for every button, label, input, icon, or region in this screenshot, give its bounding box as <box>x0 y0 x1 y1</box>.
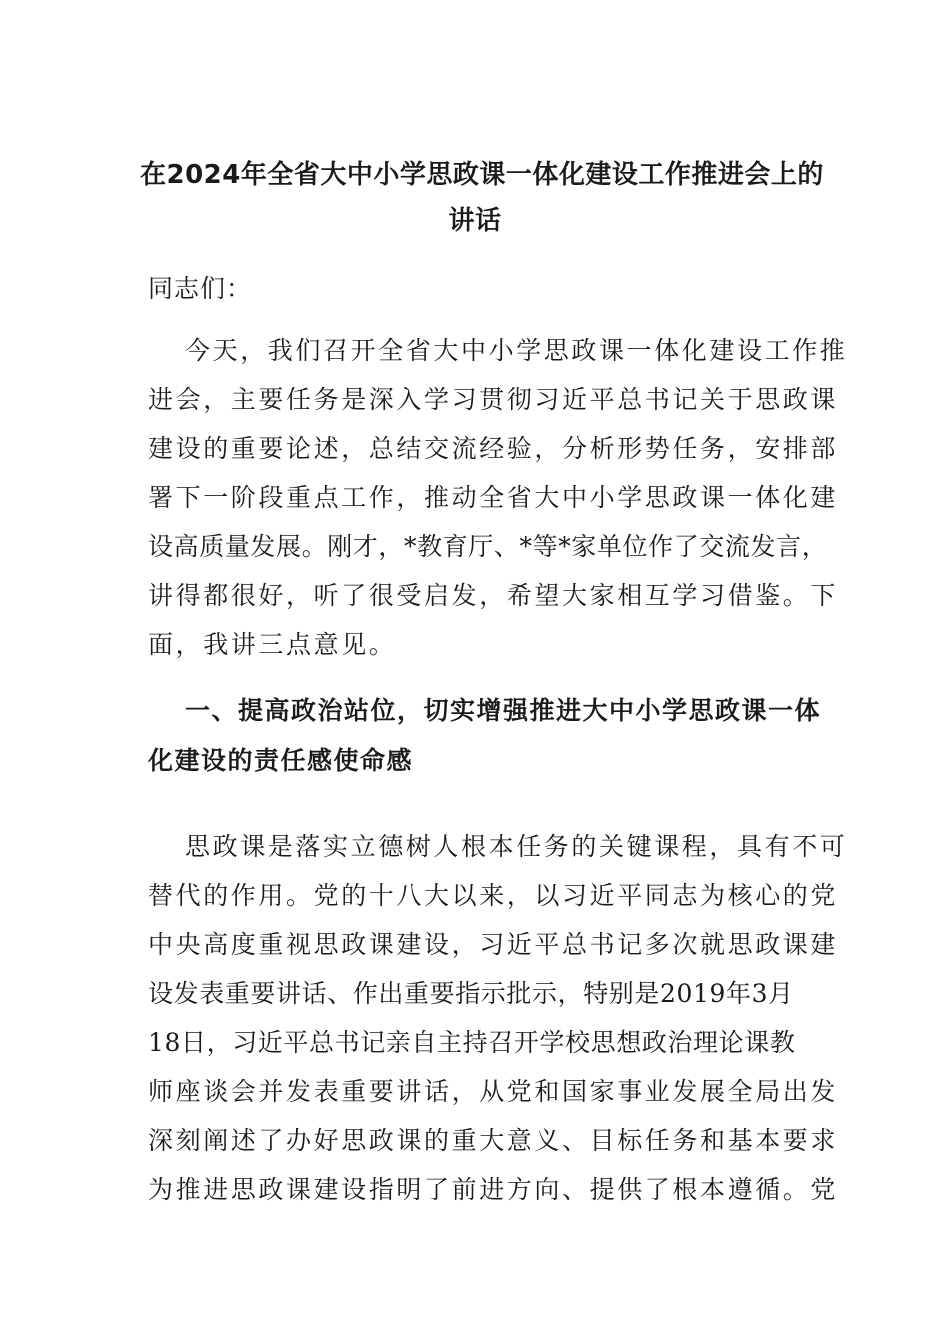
paragraph-line: 设发表重要讲话、作出重要指示批示，特别是2019年3月 <box>148 979 794 1008</box>
paragraph-line: 署下一阶段重点工作，推动全省大中小学思政课一体化建 <box>148 483 839 512</box>
title-line: 在2024年全省大中小学思政课一体化建设工作推进会上的 <box>140 160 824 190</box>
document-title <box>140 152 824 244</box>
paragraph-line: 设高质量发展。刚才，*教育厅、*等*家单位作了交流发言， <box>148 532 828 561</box>
paragraph-line: 讲得都很好，听了很受启发，希望大家相互学习借鉴。下 <box>148 581 839 610</box>
title-line: 讲话 <box>448 206 502 236</box>
paragraph-line: 师座谈会并发表重要讲话，从党和国家事业发展全局出发 <box>148 1077 839 1106</box>
paragraph-line: 建设的重要论述，总结交流经验，分析形势任务，安排部 <box>148 434 839 463</box>
section-body-paragraph <box>148 822 848 1214</box>
paragraph-line: 今天，我们召开全省大中小学思政课一体化建设工作推 <box>185 336 848 365</box>
paragraph-line: 为推进思政课建设指明了前进方向、提供了根本遵循。党 <box>148 1175 839 1204</box>
heading-line: 化建设的责任感使命感 <box>148 746 414 775</box>
paragraph-line: 进会，主要任务是深入学习贯彻习近平总书记关于思政课 <box>148 385 839 414</box>
section-heading <box>148 686 821 786</box>
paragraph-line: 中央高度重视思政课建设，习近平总书记多次就思政课建 <box>148 930 839 959</box>
paragraph-line: 深刻阐述了办好思政课的重大意义、目标任务和基本要求 <box>148 1126 839 1155</box>
salutation: 同志们： <box>148 274 253 303</box>
intro-paragraph <box>148 326 848 669</box>
paragraph-line: 替代的作用。党的十八大以来，以习近平同志为核心的党 <box>148 881 839 910</box>
paragraph-line: 18日，习近平总书记亲自主持召开学校思想政治理论课教 <box>148 1028 796 1057</box>
heading-line: 一、提高政治站位，切实增强推进大中小学思政课一体 <box>185 696 822 725</box>
paragraph-line: 面，我讲三点意见。 <box>148 630 397 659</box>
paragraph-line: 思政课是落实立德树人根本任务的关键课程，具有不可 <box>185 832 848 861</box>
